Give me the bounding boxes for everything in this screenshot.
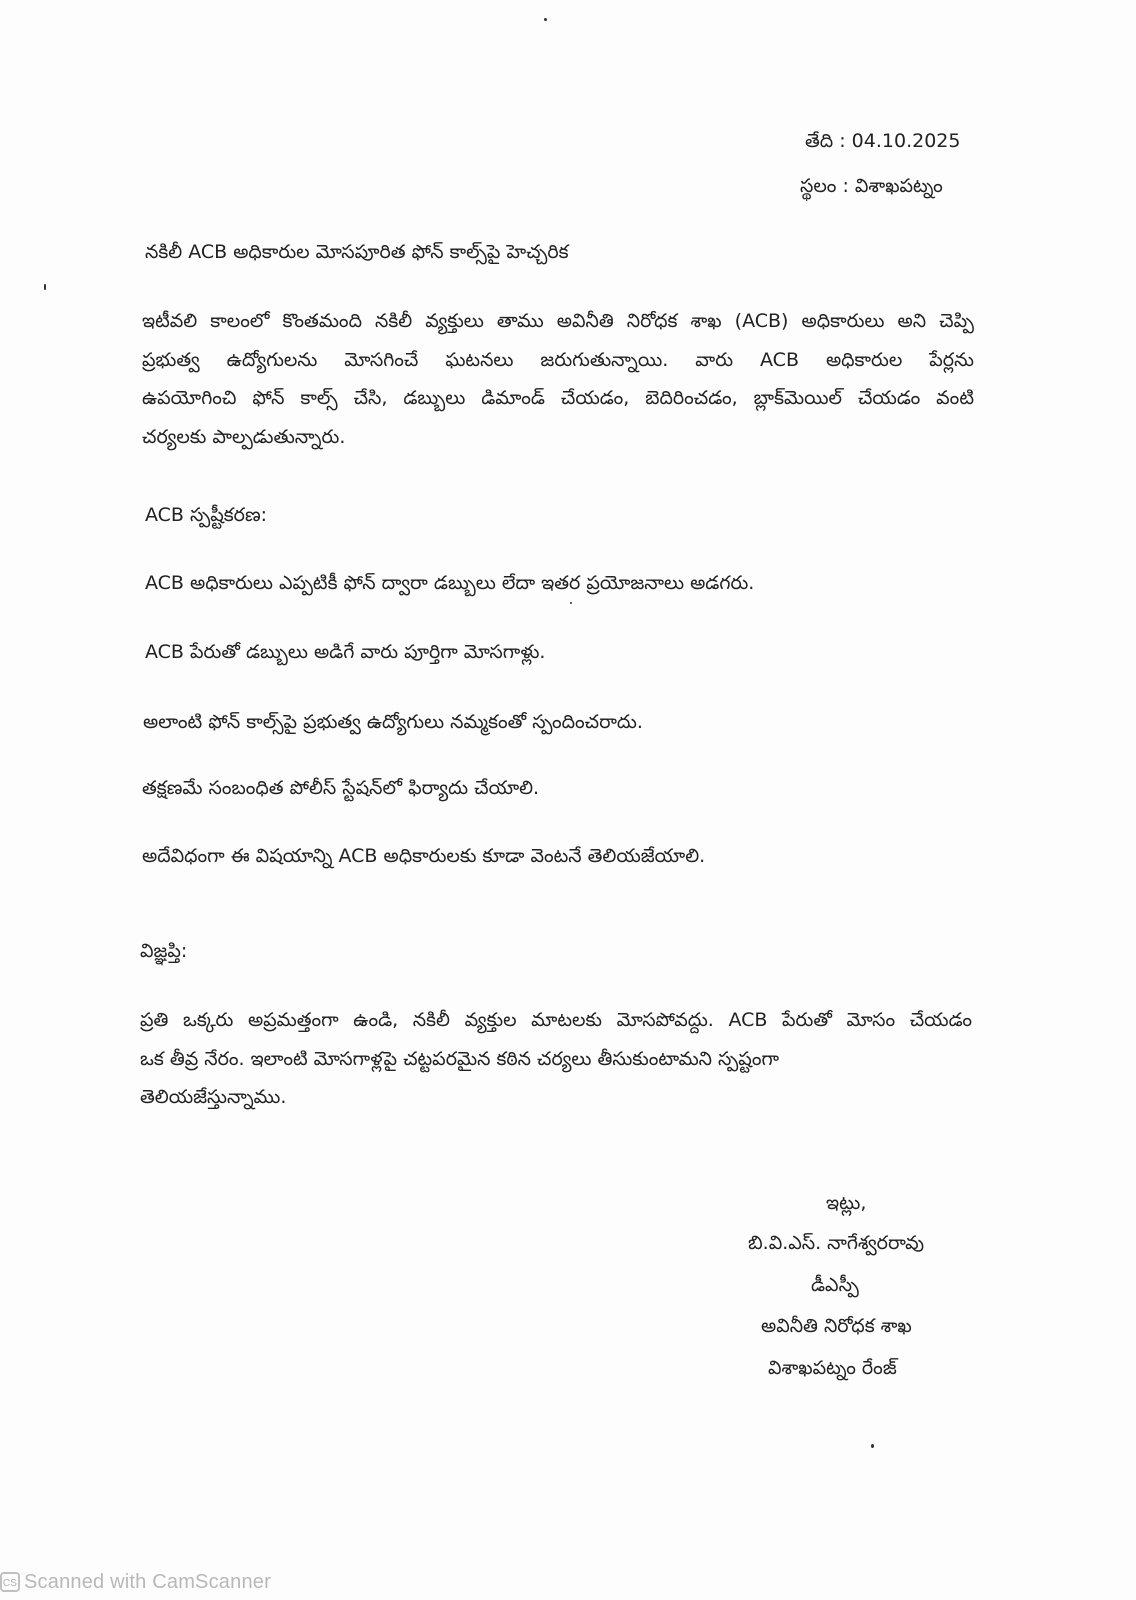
camscanner-watermark bbox=[0, 1568, 271, 1596]
intro-line: చర్యలకు పాల్పడుతున్నారు. bbox=[142, 426, 346, 449]
camscanner-logo-icon: CS bbox=[0, 1572, 20, 1592]
clarification-point: తక్షణమే సంబంధిత పోలీస్ స్టేషన్‌లో ఫిర్యాదు చేయాలి. bbox=[142, 777, 540, 799]
intro-line: ఇటీవలి కాలంలో కొంతమంది నకిలీ వ్యక్తులు తాము అవినీతి నిరోధక శాఖ (ACB) అధికారులు అని చెప్పి bbox=[142, 310, 974, 332]
scan-speck bbox=[544, 18, 547, 21]
intro-line: ఉపయోగించి ఫోన్ కాల్స్ చేసి, డబ్బులు డిమాండ్ చేయడం, బెదిరించడం, బ్లాక్‌మెయిల్ చేయడం వంటి bbox=[142, 387, 974, 410]
signatory-department: అవినీతి నిరోధక శాఖ bbox=[761, 1315, 912, 1337]
clarification-point: ACB పేరుతో డబ్బులు అడిగే వారు పూర్తిగా మోసగాళ్లు. bbox=[145, 641, 546, 663]
place-line: స్థలం : విశాఖపట్నం bbox=[800, 175, 943, 197]
scan-speck bbox=[871, 1444, 874, 1448]
notice-heading: విజ్ఞప్తి: bbox=[140, 940, 188, 962]
signatory-range: విశాఖపట్నం రేంజ్ bbox=[768, 1357, 897, 1379]
notice-paragraph bbox=[140, 1001, 972, 1117]
clarification-heading: ACB స్పష్టీకరణ: bbox=[145, 504, 268, 526]
signatory-name: బి.వి.ఎస్. నాగేశ్వరరావు bbox=[748, 1232, 925, 1254]
scan-speck bbox=[570, 602, 572, 604]
notice-line: ఒక తీవ్ర నేరం. ఇలాంటి మోసగాళ్లపై చట్టపరమైన కఠిన చర్యలు తీసుకుంటామని స్పష్టంగా bbox=[140, 1047, 779, 1070]
notice-line: ప్రతి ఒక్కరు అప్రమత్తంగా ఉండి, నకిలీ వ్యక్తుల మాటలకు మోసపోవద్దు. ACB పేరుతో మోసం చేయడం bbox=[140, 1009, 972, 1031]
notice-line: తెలియజేస్తున్నాము. bbox=[140, 1086, 287, 1109]
clarification-point: అలాంటి ఫోన్ కాల్స్‌పై ప్రభుత్వ ఉద్యోగులు నమ్మకంతో స్పందించరాదు. bbox=[143, 711, 643, 733]
date-line: తేది : 04.10.2025 bbox=[805, 130, 961, 152]
signature-closing: ఇట్లు, bbox=[826, 1192, 867, 1214]
intro-paragraph bbox=[142, 302, 974, 457]
signatory-designation: డీఎస్పీ bbox=[811, 1274, 859, 1296]
camscanner-text: Scanned with CamScanner bbox=[24, 1570, 271, 1593]
subject-line: నకిలీ ACB అధికారుల మోసపూరిత ఫోన్ కాల్స్‌పై హెచ్చరిక bbox=[145, 241, 569, 263]
intro-line: ప్రభుత్వ ఉద్యోగులను మోసగించే ఘటనలు జరుగుతున్నాయి. వారు ACB అధికారుల పేర్లను bbox=[142, 348, 974, 371]
clarification-point: ACB అధికారులు ఎప్పటికీ ఫోన్ ద్వారా డబ్బులు లేదా ఇతర ప్రయోజనాలు అడగరు. bbox=[145, 572, 755, 594]
clarification-point: అదేవిధంగా ఈ విషయాన్ని ACB అధికారులకు కూడా వెంటనే తెలియజేయాలి. bbox=[142, 845, 706, 867]
scan-speck bbox=[44, 284, 46, 290]
